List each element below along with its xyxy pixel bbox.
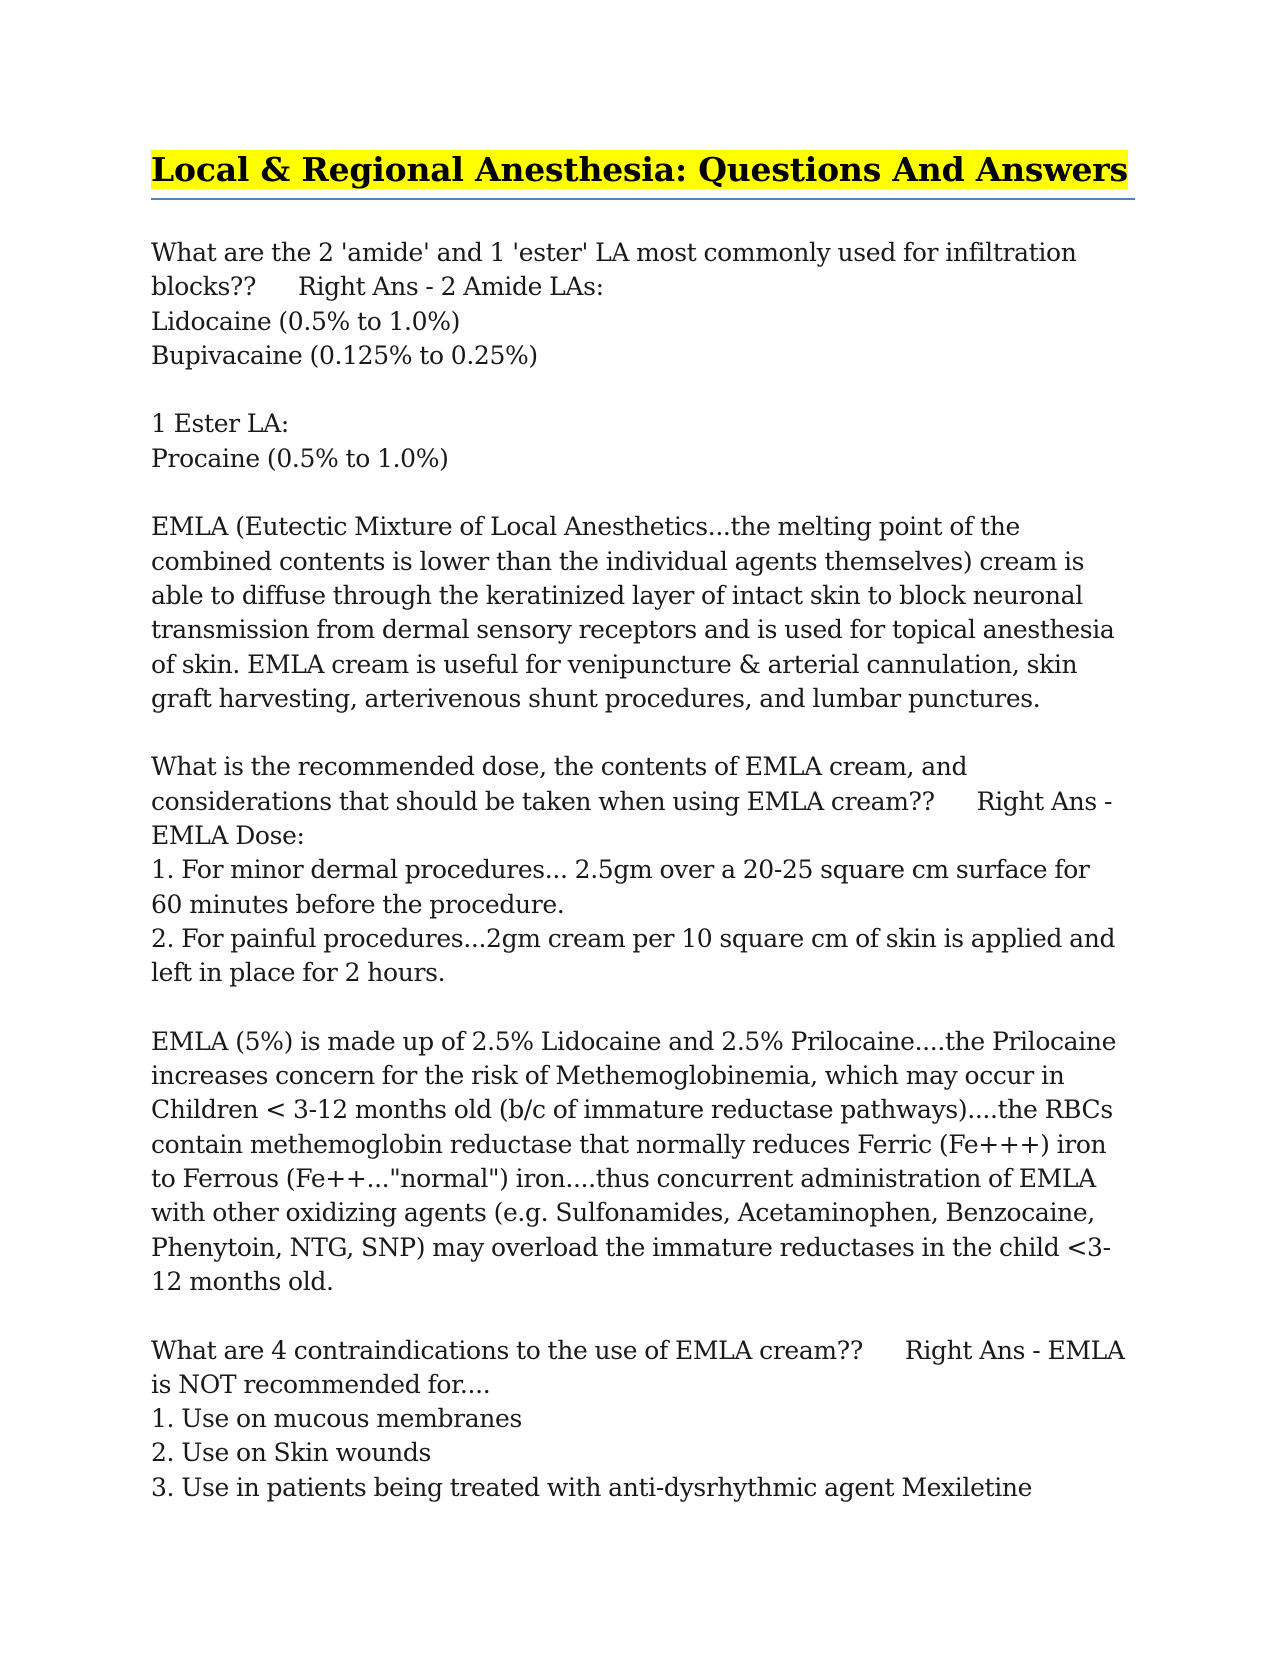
text-line: Lidocaine (0.5% to 1.0%) [151,306,461,336]
text-line: Bupivacaine (0.125% to 0.25%) [151,340,538,370]
paragraph-ester [151,407,1135,476]
question-text: blocks?? [151,272,257,302]
text-line: What is the recommended dose, the contents of EMLA cream, and [151,752,968,782]
text-line: 2. For painful procedures...2gm cream per 10 square cm of skin is applied and [151,923,1116,953]
text-line: 1 Ester LA: [151,409,289,439]
answer-text: Right Ans - [976,786,1113,816]
text-line: 2. Use on Skin wounds [151,1438,431,1468]
text-line [151,1334,1135,1368]
text-line: EMLA Dose: [151,821,305,851]
text-line: transmission from dermal sensory receptors and is used for topical anesthesia [151,615,1115,645]
text-line: increases concern for the risk of Methemoglobinemia, which may occur in [151,1061,1065,1091]
answer-text: Right Ans - EMLA [904,1335,1125,1365]
text-line: of skin. EMLA cream is useful for venipuncture & arterial cannulation, skin [151,649,1078,679]
text-line: with other oxidizing agents (e.g. Sulfonamides, Acetaminophen, Benzocaine, [151,1198,1095,1228]
paragraph-contraindications [151,1334,1135,1505]
paragraph-emla-contents [151,1025,1135,1299]
text-line: able to diffuse through the keratinized layer of intact skin to block neuronal [151,580,1083,610]
document-body [151,236,1135,1505]
text-line: contain methemoglobin reductase that normally reduces Ferric (Fe+++) iron [151,1129,1107,1159]
text-line: graft harvesting, arterivenous shunt procedures, and lumbar punctures. [151,683,1041,713]
question-text: What are 4 contraindications to the use of EMLA cream?? [151,1335,863,1365]
text-line: 60 minutes before the procedure. [151,889,565,919]
text-line: is NOT recommended for.... [151,1369,491,1399]
text-line: Children < 3-12 months old (b/c of immature reductase pathways)....the RBCs [151,1095,1113,1125]
paragraph-emla-description [151,510,1135,716]
paragraph-amide-ester [151,236,1135,373]
text-line: What are the 2 'amide' and 1 'ester' LA most commonly used for infiltration [151,238,1077,267]
document-content [151,148,1135,1539]
text-line [151,270,1135,304]
title-block [151,148,1135,200]
paragraph-emla-dose [151,750,1135,990]
text-line: left in place for 2 hours. [151,958,446,988]
text-line: 3. Use in patients being treated with anti-dysrhythmic agent Mexiletine [151,1472,1033,1502]
text-line: Phenytoin, NTG, SNP) may overload the immature reductases in the child <3- [151,1232,1111,1262]
text-line: 12 months old. [151,1266,334,1296]
text-line: to Ferrous (Fe++..."normal") iron....thus concurrent administration of EMLA [151,1164,1096,1194]
question-text: considerations that should be taken when using EMLA cream?? [151,786,935,816]
answer-text: Right Ans - 2 Amide LAs: [298,272,604,302]
text-line: EMLA (5%) is made up of 2.5% Lidocaine and 2.5% Prilocaine....the Prilocaine [151,1026,1117,1056]
text-line: Procaine (0.5% to 1.0%) [151,443,449,473]
text-line: combined contents is lower than the individual agents themselves) cream is [151,546,1085,576]
text-line: 1. Use on mucous membranes [151,1404,522,1434]
document-title: Local & Regional Anesthesia: Questions And Answers [151,150,1128,189]
text-line: 1. For minor dermal procedures... 2.5gm over a 20-25 square cm surface for [151,855,1090,885]
text-line [151,785,1135,819]
text-line: EMLA (Eutectic Mixture of Local Anesthetics...the melting point of the [151,512,1020,542]
